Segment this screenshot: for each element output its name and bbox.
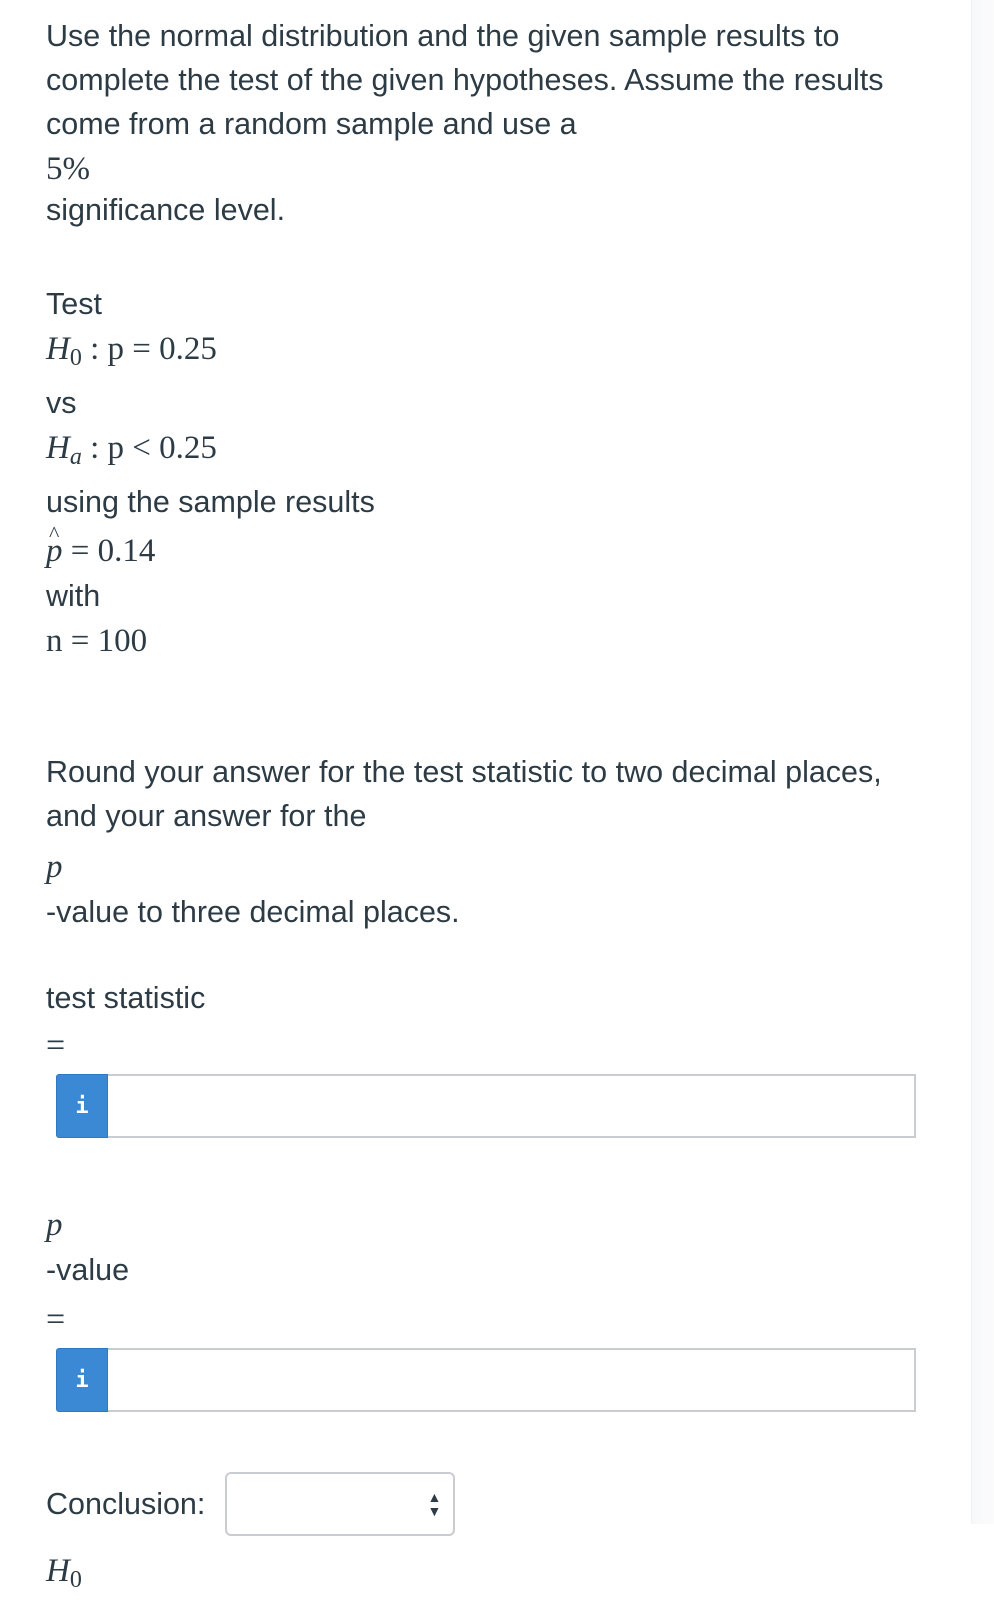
n-expression: n = 100 (46, 623, 148, 659)
p-value-answer (46, 1348, 906, 1414)
test-statistic-equals: = (46, 1027, 66, 1064)
phat-symbol: ^ p (46, 528, 63, 574)
intro-line: Use the normal distribution and the given sample results to complete the test of the given hypotheses. Assume the results come from a random sample and use a (46, 19, 884, 141)
sample-proportion (46, 528, 926, 574)
vs-label: vs (46, 386, 77, 420)
h0-symbol: H (46, 331, 70, 367)
p-value-equals: = (46, 1301, 66, 1338)
conclusion-select[interactable] (225, 1472, 455, 1536)
h0-expression: : p = 0.25 (90, 331, 217, 367)
intro-text (46, 14, 926, 146)
alternative-hypothesis (46, 425, 926, 480)
conclusion-h0-subscript: 0 (69, 1567, 82, 1593)
ha-subscript: a (69, 444, 82, 470)
test-statistic-label: test statistic (46, 981, 206, 1015)
test-label: Test (46, 287, 102, 321)
null-hypothesis (46, 326, 926, 381)
using-label: using the sample results (46, 485, 375, 519)
h0-subscript: 0 (69, 345, 82, 371)
significance-suffix: significance level. (46, 193, 286, 227)
sample-size (46, 618, 926, 664)
p-value-label: -value (46, 1253, 130, 1287)
select-arrows-icon: ▲ ▼ (427, 1489, 442, 1519)
info-icon[interactable]: i (56, 1074, 108, 1138)
rounding-instructions: Round your answer for the test statistic to two decimal places, and your answer for the (46, 755, 882, 833)
test-statistic-answer (46, 1074, 906, 1140)
p-value-input[interactable] (108, 1348, 916, 1412)
conclusion-label: Conclusion: (46, 1487, 206, 1521)
conclusion-h0-symbol: H (46, 1553, 70, 1589)
with-label: with (46, 579, 101, 613)
ha-expression: : p < 0.25 (90, 430, 217, 466)
ha-symbol: H (46, 430, 70, 466)
phat-expression: = 0.14 (70, 533, 156, 569)
significance-value: 5% (46, 151, 90, 187)
test-statistic-input[interactable] (108, 1074, 916, 1138)
conclusion-row (46, 1472, 926, 1536)
p-value-symbol: p (46, 1207, 63, 1243)
rounding-p-symbol: p (46, 849, 63, 885)
page-scroll-edge (971, 0, 994, 1524)
conclusion-h0 (46, 1548, 926, 1603)
question-body (46, 14, 926, 1603)
rounding-instructions-2: -value to three decimal places. (46, 895, 460, 929)
info-icon[interactable]: i (56, 1348, 108, 1412)
